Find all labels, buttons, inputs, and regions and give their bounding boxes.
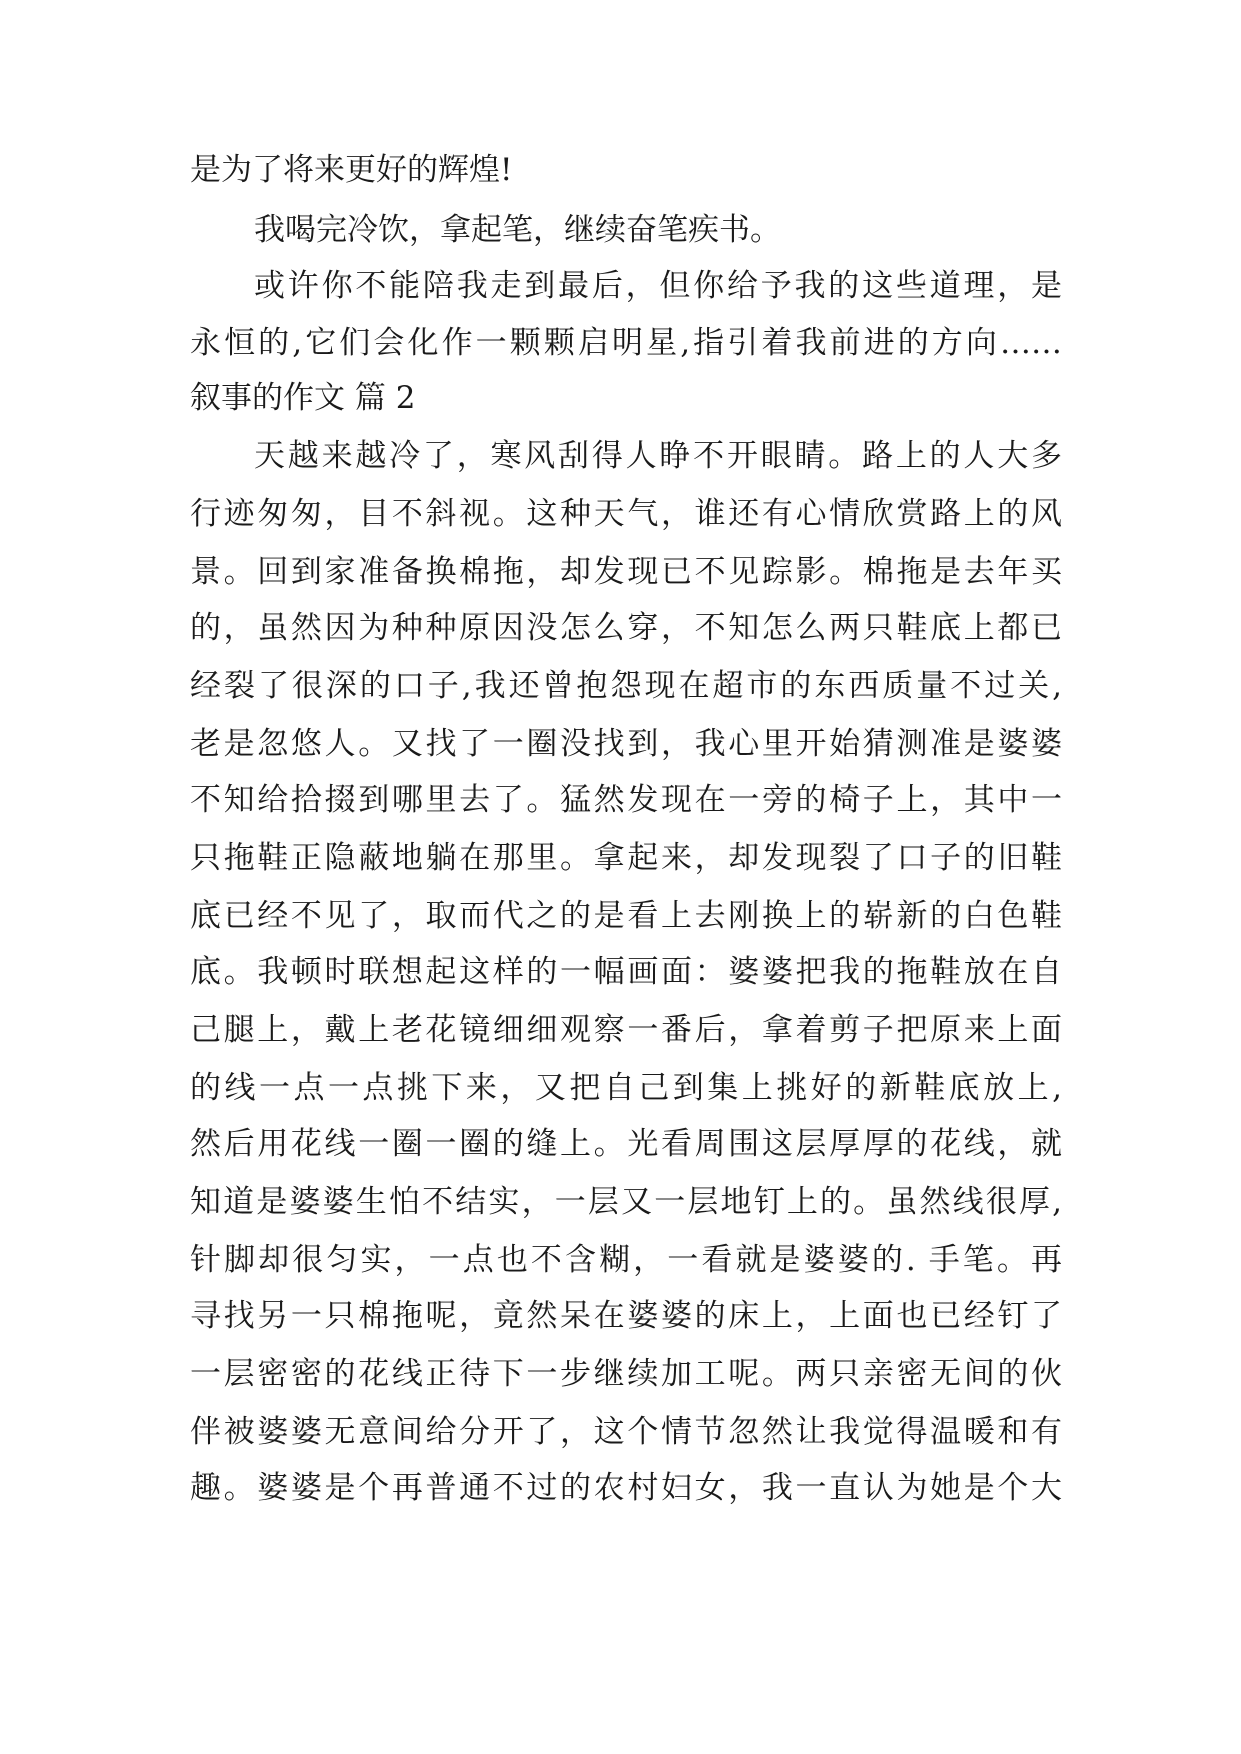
text-line: 针脚却很匀实，一点也不含糊，一看就是婆婆的. 手笔。再: [190, 1242, 1062, 1278]
text-line: 经裂了很深的口子,我还曾抱怨现在超市的东西质量不过关,: [190, 668, 1062, 704]
text-line: 或许你不能陪我走到最后，但你给予我的这些道理，是: [254, 268, 1062, 304]
text-line: 一层密密的花线正待下一步继续加工呢。两只亲密无间的伙: [190, 1356, 1062, 1392]
text-line: 底已经不见了，取而代之的是看上去刚换上的崭新的白色鞋: [190, 898, 1062, 934]
text-line: 的线一点一点挑下来，又把自己到集上挑好的新鞋底放上,: [190, 1070, 1062, 1106]
text-line: 我喝完冷饮，拿起笔，继续奋笔疾书。: [254, 212, 781, 248]
text-line: 的，虽然因为种种原因没怎么穿，不知怎么两只鞋底上都已: [190, 610, 1062, 646]
text-line: 不知给拾掇到哪里去了。猛然发现在一旁的椅子上，其中一: [190, 782, 1062, 818]
text-line: 是为了将来更好的辉煌!: [190, 152, 513, 188]
text-line: 伴被婆婆无意间给分开了，这个情节忽然让我觉得温暖和有: [190, 1414, 1062, 1450]
text-line: 只拖鞋正隐蔽地躺在那里。拿起来，却发现裂了口子的旧鞋: [190, 840, 1062, 876]
text-line: 永恒的,它们会化作一颗颗启明星,指引着我前进的方向……: [190, 325, 1062, 361]
text-line: 景。回到家准备换棉拖，却发现已不见踪影。棉拖是去年买: [190, 554, 1062, 590]
text-line: 知道是婆婆生怕不结实，一层又一层地钉上的。虽然线很厚,: [190, 1184, 1062, 1220]
text-line: 寻找另一只棉拖呢，竟然呆在婆婆的床上，上面也已经钉了: [190, 1298, 1062, 1334]
text-line: 趣。婆婆是个再普通不过的农村妇女，我一直认为她是个大: [190, 1470, 1062, 1506]
text-line: 行迹匆匆，目不斜视。这种天气，谁还有心情欣赏路上的风: [190, 496, 1062, 532]
text-line: 老是忽悠人。又找了一圈没找到，我心里开始猜测准是婆婆: [190, 726, 1062, 762]
text-line: 天越来越冷了，寒风刮得人睁不开眼睛。路上的人大多: [254, 438, 1062, 474]
section-heading: 叙事的作文 篇 2: [190, 380, 416, 416]
text-line: 己腿上，戴上老花镜细细观察一番后，拿着剪子把原来上面: [190, 1012, 1062, 1048]
text-line: 然后用花线一圈一圈的缝上。光看周围这层厚厚的花线，就: [190, 1126, 1062, 1162]
text-line: 底。我顿时联想起这样的一幅画面：婆婆把我的拖鞋放在自: [190, 954, 1062, 990]
